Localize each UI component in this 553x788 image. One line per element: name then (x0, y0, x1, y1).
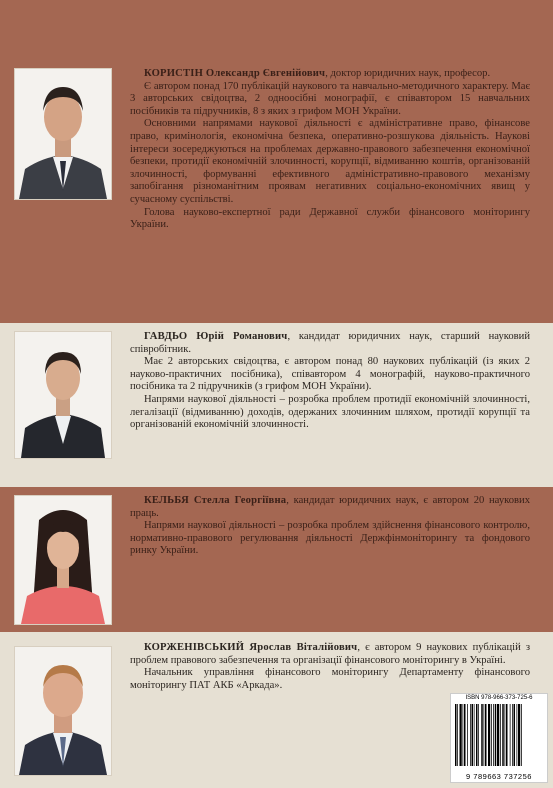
author-title-3: , кандидат юридичних наук, є автором 20 наукових праць. (130, 495, 530, 519)
author-section-2 (0, 323, 553, 487)
author-photo-4 (14, 646, 112, 776)
author-bio-1 (130, 68, 530, 232)
author-bio-2 (130, 331, 530, 432)
author-name-4: КОРЖЕНІВСЬКИЙ Ярослав Віталійович (144, 642, 358, 653)
author-title-1: , доктор юридичних наук, професор. (325, 68, 491, 79)
barcode-bars-icon (455, 704, 543, 766)
isbn-barcode (450, 693, 548, 783)
author-1-paragraph-2: Основними напрямами наукової діяльності є адміністративне право, фінансове право, кримінологія, економічна безпека, оперативно-розшукова діяльність. Наукові інтереси зосереджуються на проблемах державно-правового забезпечення економічної безпеки, протидії економічній злочинності, корупції, відмиванню коштів, організованій злочинності, формуванні ефективного адміністративно-правового механізму запобігання різноманітним проявам негативних соціально-економічних явищ у сучасному суспільстві. (130, 118, 530, 205)
author-section-3 (0, 487, 553, 632)
author-bio-3 (130, 495, 530, 558)
author-1-paragraph-1: Є автором понад 170 публікацій наукового та навчально-методичного характеру. Має 3 авторських свідоцтва, 2 одноосібні монографії, є співавтором 15 навчальних посібників та підручників, 8 з яких з грифом МОН України. (130, 80, 530, 117)
author-4-paragraph-1: Начальник управління фінансового моніторингу Департаменту фінансового моніторингу ПАТ АКБ «Аркада». (130, 667, 530, 691)
author-2-paragraph-1: Має 2 авторських свідоцтва, є автором понад 80 наукових публікацій (із яких 2 науково-практичних посібника), співавтором 4 монографій, науково-практичного посібника та 2 підручників (з грифом МОН України). (130, 356, 530, 393)
author-section-1 (0, 0, 553, 323)
author-title-4: , є автором 9 наукових публікацій з проблем правового забезпечення та організації фінансового моніторингу в Україні. (130, 642, 531, 666)
author-2-paragraph-2: Напрями наукової діяльності – розробка проблем протидії економічній злочинності, легалізації (відмиванню) доходів, одержаних злочинним шляхом, протидії корупції та організованій економічній злочинності. (130, 393, 530, 431)
author-photo-1 (14, 68, 112, 200)
author-photo-3 (14, 495, 112, 625)
author-photo-2 (14, 331, 112, 459)
author-3-paragraph-1: Напрями наукової діяльності – розробка проблем здійснення фінансового контролю, нормативно-правового регулювання діяльності Держфінмоніторингу та фондового ринку України. (130, 520, 530, 557)
author-name-1: КОРИСТІН Олександр Євгенійович (144, 68, 326, 79)
ean-number: 9 789663 737256 (466, 772, 532, 781)
author-title-2: , кандидат юридичних наук, старший науковий співробітник. (130, 331, 530, 355)
author-bio-4 (130, 642, 530, 692)
author-1-paragraph-3: Голова науково-експертної ради Державної служби фінансового моніторингу України. (130, 206, 530, 231)
author-name-3: КЕЛЬБЯ Стелла Георгіївна (144, 495, 287, 506)
author-name-2: ГАВДЬО Юрій Романович (144, 331, 288, 342)
isbn-label: ISBN 978-966-373-725-6 (465, 695, 533, 701)
